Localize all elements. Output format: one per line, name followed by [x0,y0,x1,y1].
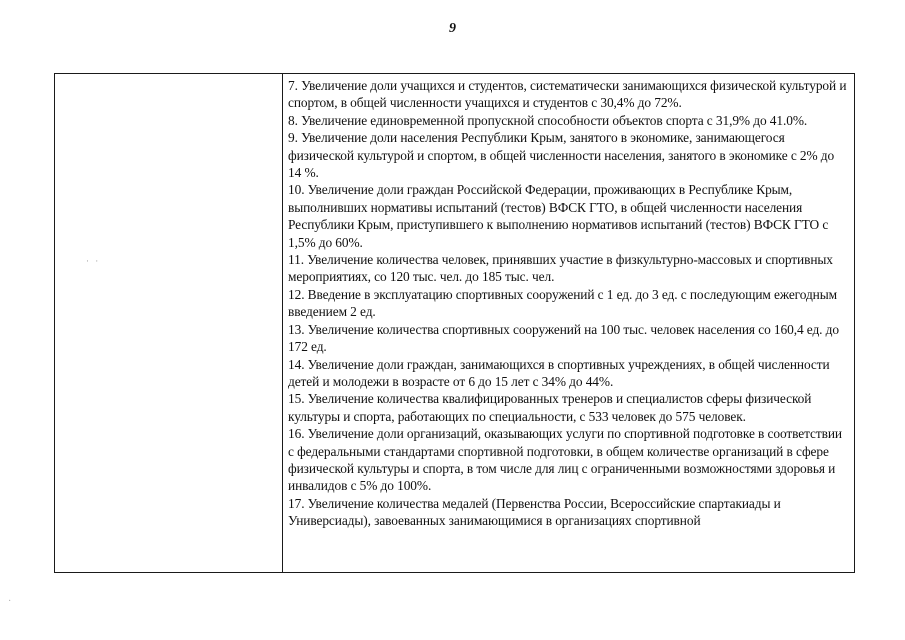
target-item-11: 11. Увеличение количества человек, принявших участие в физкультурно-массовых и спортивных мероприятиях, со 120 тыс. чел. до 185 тыс. чел. [288,252,833,285]
table-left-cell [55,74,283,572]
target-item-10: 10. Увеличение доли граждан Российской Федерации, проживающих в Республике Крым, выполнивших нормативы испытаний (тестов) ВФСК ГТО, в общей численности населения Республики Крым, приступившего к выполнению нормативов испытаний (тестов) ВФСК ГТО с 1,5% до 60%. [288,182,829,250]
target-item-9: 9. Увеличение доли населения Республики Крым, занятого в экономике, занимающегося физической культурой и спортом, в общей численности населения, занятого в экономике с 2% до 14 %. [288,130,835,181]
table-right-cell [283,74,854,530]
target-item-14: 14. Увеличение доли граждан, занимающихся в спортивных учреждениях, в общей численности детей и молодежи в возрасте от 6 до 15 лет с 34% до 44%. [288,356,830,389]
scan-corner-speck: · [8,596,12,607]
target-item-12: 12. Введение в эксплуатацию спортивных сооружений с 1 ед. до 3 ед. с последующим ежегодным введением 2 ед. [288,286,838,320]
scan-specks: · · [86,256,101,266]
target-item-15: 15. Увеличение количества квалифицированных тренеров и специалистов сферы физической культуры и спорта, работающих по специальности, с 533 человек до 575 человек. [288,391,812,424]
targets-table [54,73,855,573]
target-item-7: 7. Увеличение доли учащихся и студентов, систематически занимающихся физической культурой и спортом, в общей численности учащихся и студентов с 30,4% до 72%. [288,78,847,111]
target-item-17: 17. Увеличение количества медалей (Первенства России, Всероссийские спартакиады и Универсиады), завоеванных занимающимися в организациях спортивной [288,495,781,529]
page-number: 9 [449,21,456,36]
target-item-16: 16. Увеличение доли организаций, оказывающих услуги по спортивной подготовке в соответствии с федеральными стандартами спортивной подготовки, в общем количестве организаций в сфере физической культуры и спорта, в том числе для лиц с ограниченными возможностями здоровья и инвалидов с 5% до 100%. [288,426,842,494]
target-item-13: 13. Увеличение количества спортивных сооружений на 100 тыс. человек населения со 160,4 ед. до 172 ед. [288,321,839,355]
target-item-8: 8. Увеличение единовременной пропускной способности объектов спорта с 31,9% до 41.0%. [288,112,808,128]
